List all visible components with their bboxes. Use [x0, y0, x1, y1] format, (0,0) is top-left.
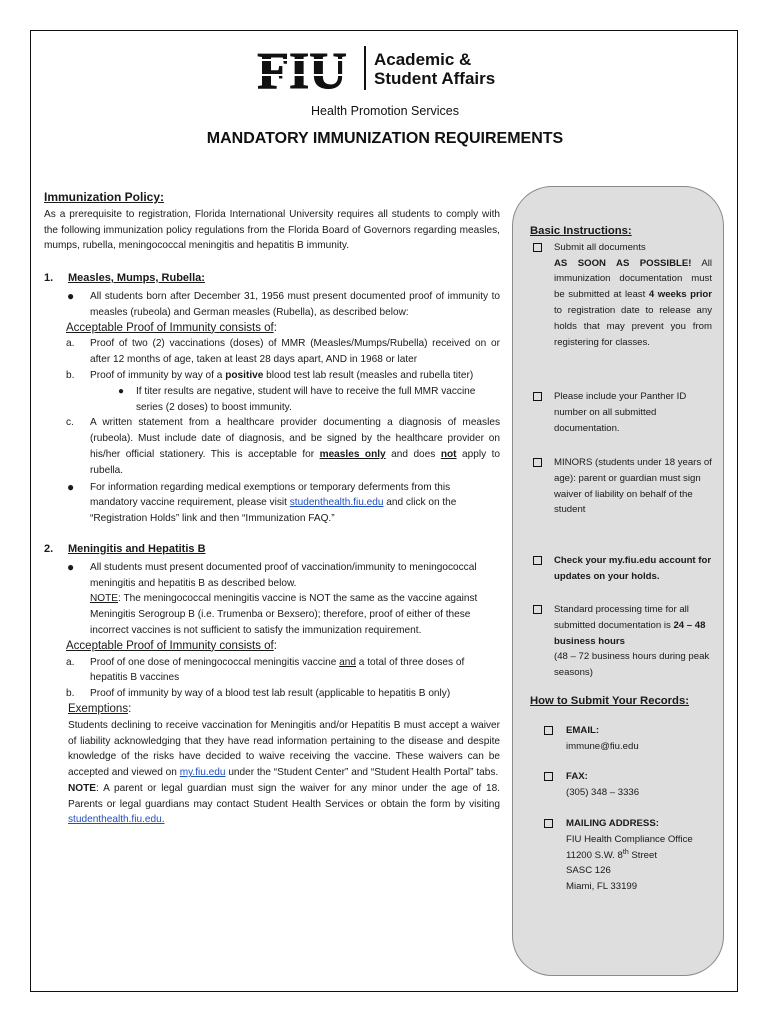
section1-bullet1-text: All students born after December 31, 1956 must present documented proof of immunity to measles (rubeola) and German measles (Rubella), as described below: [90, 290, 500, 318]
item-b-text-post: blood test lab result (measles and rubella titer) [263, 369, 474, 381]
item-b-text: Proof of immunity by way of a [90, 369, 226, 381]
section2-title: Meningitis and Hepatitis B [68, 542, 206, 555]
bullet-icon: ● [67, 479, 75, 494]
section2-note [44, 591, 500, 638]
item1-mid: All immunization documentation must be submitted at least [554, 257, 712, 301]
item-label: b. [66, 369, 75, 381]
checkbox-icon [533, 556, 542, 565]
section2-bullet1 [44, 560, 500, 592]
bullet2-text-post: and click on the “Registration Holds” link and then “Immunization FAQ.” [90, 497, 457, 525]
section1-proof-heading [44, 321, 500, 337]
brand-line1: Academic & [374, 50, 472, 69]
item-label: c. [66, 417, 74, 429]
instruction-item-5 [530, 602, 712, 681]
checkbox-icon [533, 458, 542, 467]
section1-item-b-sub [44, 384, 500, 416]
section1-item-c [44, 415, 500, 478]
checkbox-icon [533, 243, 542, 252]
brand-name [374, 50, 495, 88]
exemptions-colon: : [128, 702, 132, 715]
email-value: immune@fiu.edu [566, 740, 639, 752]
item-label: b. [66, 688, 75, 700]
item2-text: Please include your Panther ID number on all submitted documentation. [554, 391, 687, 434]
basic-instructions-heading: Basic Instructions: [530, 225, 632, 237]
mail-line2 [566, 848, 712, 864]
section2-proof-heading [44, 639, 500, 655]
exemptions-text-post: under the “Student Center” and “Student Health Portal” tabs. [225, 767, 499, 779]
studenthealth-link[interactable]: studenthealth.fiu.edu [289, 497, 384, 509]
basic-instructions [530, 224, 712, 350]
final-note-label: NOTE [68, 782, 97, 794]
mail-line2-sup: th [622, 848, 629, 856]
item5-text: Standard processing time for all submitted documentation is [554, 604, 689, 631]
note-text: : The meningococcal meningitis vaccine is NOT the same as the vaccine against Meningitis Serogroup B (i.e. Trumenba or Bexsero); therefore, proof of either of these incorrect vaccines is not sufficient to satisfy the immunization requirement. [90, 593, 478, 636]
section1-number: 1. [44, 272, 54, 285]
instruction-item-1 [530, 240, 712, 351]
bullet-icon: ● [118, 385, 125, 397]
mail-line4: Miami, FL 33199 [566, 881, 638, 893]
item-b-text: Proof of immunity by way of a blood test lab result (applicable to hepatitis B only) [90, 688, 451, 700]
mail-line2-pre: 11200 S.W. 8 [566, 849, 623, 861]
email-block [530, 723, 712, 755]
proof-heading-text: Acceptable Proof of Immunity consists of [66, 321, 274, 334]
item1-bold: AS SOON AS POSSIBLE! [554, 257, 692, 269]
brand-line2: Student Affairs [374, 69, 496, 88]
section1-bullet1 [44, 289, 500, 321]
note-label: NOTE [90, 593, 119, 605]
item1-post: to registration date to release any holds that may prevent you from registering for classes. [554, 304, 712, 348]
item-a-and: and [339, 656, 356, 668]
checkbox-icon [544, 772, 553, 781]
fax-label: FAX: [566, 771, 588, 783]
checkbox-icon [533, 605, 542, 614]
proof-heading-text: Acceptable Proof of Immunity consists of [66, 639, 274, 652]
section1-title: Measles, Mumps, Rubella: [68, 272, 205, 285]
checkbox-icon [544, 726, 553, 735]
item5-post: (48 – 72 business hours during peak seasons) [554, 651, 710, 679]
department-subtitle: Health Promotion Services [311, 104, 459, 118]
mail-line2-post: Street [628, 849, 657, 861]
item3-text: MINORS (students under 18 years of age): parent or guardian must sign waiver of liability on behalf of the student [554, 457, 712, 516]
item-label: a. [66, 656, 75, 668]
section2-number: 2. [44, 542, 54, 555]
submit-heading: How to Submit Your Records: [530, 695, 690, 707]
item-c-post: apply to rubella. [90, 448, 500, 476]
mail-line3: SASC 126 [566, 865, 611, 877]
item-b-sub-text: If titer results are negative, student will have to receive the full MMR vaccine series (2 doses) to boost immunity. [136, 385, 476, 413]
item5-bold: 24 – 48 business hours [554, 619, 706, 647]
section1-item-a [44, 336, 500, 368]
exemptions-title: Exemptions [68, 702, 129, 715]
policy-text: As a prerequisite to registration, Florida International University requires all students to comply with the following immunization policy regulations from the Florida Board of Governors regarding measles, mumps, rubella, meningococcal meningitis and hepatitis B immunity. [44, 208, 500, 252]
exemptions-text-pre: Students declining to receive vaccination for Meningitis and/or Hepatitis B must accept a waiver of liability acknowledging that they have read information pertaining to the disease and despite knowledge of the risks have decided to waive receiving the vaccine. These waivers can be accepted and viewed on [68, 719, 500, 779]
item-a-text: Proof of two (2) vaccinations (doses) of MMR (Measles/Mumps/Rubella) received on or after 12 months of age, taken at least 28 days apart, AND in 1968 or later [90, 338, 500, 366]
item-label: a. [66, 338, 75, 350]
exemptions-text [44, 718, 500, 781]
myfiu-link[interactable]: my.fiu.edu [179, 767, 226, 779]
studenthealth-link-2[interactable]: studenthealth.fiu.edu. [68, 814, 165, 826]
section2-bullet1-text: All students must present documented proof of vaccination/immunity to meningococcal meningitis and hepatitis B as described below. [90, 561, 477, 589]
final-note-text: : A parent or legal guardian must sign the waiver for any minor under the age of 18. Parents or legal guardians may contact Student Health Services or obtain the form by visiting [68, 782, 500, 810]
fiu-logo-text: FIU [257, 44, 347, 92]
mail-line1: FIU Health Compliance Office [566, 833, 693, 845]
bullet-icon: ● [67, 559, 75, 574]
mail-label: MAILING ADDRESS: [566, 817, 659, 829]
item-a-text: Proof of one dose of meningococcal meningitis vaccine [90, 656, 340, 668]
section1-item-b [44, 368, 500, 384]
item-c-bold2: not [440, 448, 457, 460]
instruction-item-3 [530, 455, 712, 518]
instruction-item-2 [530, 389, 712, 436]
instruction-item-4 [530, 553, 712, 585]
logo-divider [364, 46, 366, 90]
fiu-logo-mark [248, 44, 356, 92]
checkbox-icon [533, 392, 542, 401]
bullet-icon: ● [67, 288, 75, 303]
main-content [44, 190, 500, 828]
item1-text: Submit all documents [554, 241, 646, 253]
page-title: MANDATORY IMMUNIZATION REQUIREMENTS [206, 130, 564, 147]
item-c-bold1: measles only [319, 448, 386, 460]
exemptions-heading [44, 702, 500, 718]
section2-heading [44, 542, 500, 558]
mailing-block [530, 816, 712, 895]
item1-bold2: 4 weeks prior [648, 289, 712, 301]
fax-block [530, 769, 712, 801]
item4-text: Check your my.fiu.edu account for updates on your holds. [554, 555, 712, 582]
bullet2-text: For information regarding medical exemptions or temporary deferments from this mandatory vaccine requirement, please visit [90, 481, 451, 509]
item-a-post: a total of three doses of hepatitis B vaccines [90, 656, 465, 684]
item-c-text: A written statement from a healthcare provider documenting a diagnosis of measles (rubeola). Must include date of diagnosis, and be signed by the healthcare provider on his/her official stationery. This is acceptable for [90, 417, 500, 460]
final-note [44, 781, 500, 828]
item-b-bold: positive [225, 369, 264, 381]
section2-item-a [44, 655, 500, 687]
proof-colon: : [273, 321, 277, 334]
section1-heading [44, 271, 500, 287]
submit-records [530, 694, 712, 895]
email-label: EMAIL: [566, 724, 600, 736]
section2-item-b [44, 686, 500, 702]
section1-bullet2 [44, 480, 500, 527]
fax-value: (305) 348 – 3336 [566, 787, 640, 799]
item-c-mid: and does [385, 448, 441, 460]
policy-heading: Immunization Policy: [44, 190, 165, 204]
proof-colon: : [273, 639, 277, 652]
checkbox-icon [544, 819, 553, 828]
